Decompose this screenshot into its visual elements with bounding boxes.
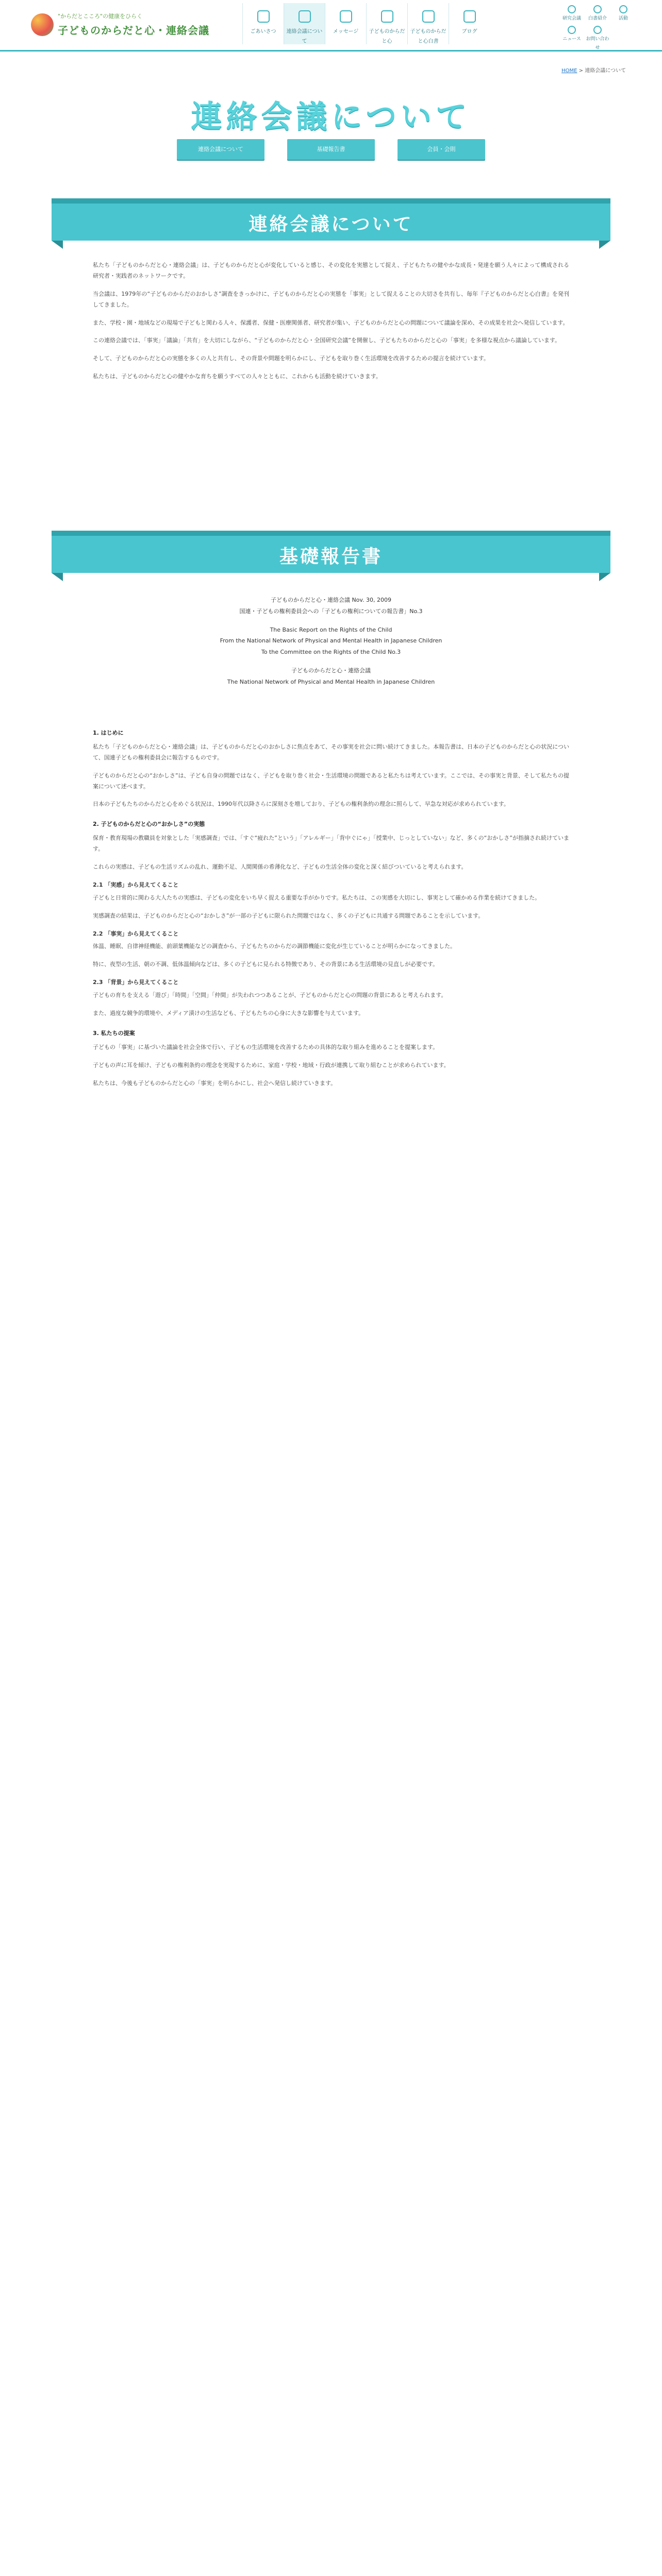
section-banner-about: 連絡会議について [52, 198, 610, 241]
about-content [93, 260, 569, 389]
mail-icon [593, 26, 602, 34]
report-paragraph: 子どもと日常的に関わる大人たちの実感は、子どもの変化をいち早く捉える重要な手がかりです。私たちは、この実感を大切にし、事実として確かめる作業を続けてきました。 [93, 894, 541, 901]
message-icon [340, 10, 352, 23]
utility-nav [559, 4, 641, 51]
report-paragraph: 私たちは、今後も子どものからだと心の「事実」を明らかにし、社会へ発信し続けていきます。 [93, 1079, 337, 1087]
report-paragraph: これらの実感は、子どもの生活リズムの乱れ、運動不足、人間関係の希薄化など、子どもの生活全体の変化と深く結びついていると考えられます。 [93, 863, 467, 871]
report-paragraph: また、過度な競争的環境や、メディア漬けの生活なども、子どもたちの心身に大きな影響を与えています。 [93, 1010, 365, 1017]
report-paragraph: 日本の子どもたちのからだと心をめぐる状況は、1990年代以降さらに深刻さを増しており、子どもの権利条約の理念に照らして、早急な対応が求められています。 [93, 801, 509, 808]
activity-icon [619, 5, 627, 13]
report-meta-line: 国連・子どもの権利委員会への「子どもの権利についての報告書」No.3 [239, 607, 423, 615]
report-subheading: 2.1 「実感」から見えてくること [93, 881, 179, 888]
util-label: 白書紹介 [588, 16, 607, 21]
report-paragraph: 私たち「子どものからだと心・連絡会議」は、子どものからだと心のおかしさに焦点をあて、その事実を社会に問い続けてきました。本報告書は、日本の子どものからだと心の状況について、国連子どもの権利委員会に報告するものです。 [93, 743, 569, 761]
nav-item-greeting[interactable] [242, 3, 284, 44]
news-icon [568, 26, 576, 34]
util-label: ニュース [562, 37, 581, 42]
about-paragraph: 私たちは、子どものからだと心の健やかな育ちを願うすべての人々とともに、これからも活動を続けていきます。 [93, 373, 382, 380]
nav-label: 連絡会議について [286, 29, 323, 44]
nav-label: ごあいさつ [250, 29, 276, 35]
report-paragraph: 実感調査の結果は、子どものからだと心の“おかしさ”が一部の子どもに限られた問題ではなく、多くの子どもに共通する問題であることを示しています。 [93, 912, 484, 919]
report-subheading: 2.2 「事実」から見えてくること [93, 930, 179, 937]
about-paragraph: 私たち「子どものからだと心・連絡会議」は、子どものからだと心が変化していると感じ、その変化を実態として捉え、子どもたちの健やかな成長・発達を願う人々によって構成される研究者・実践者のネットワークです。 [93, 262, 569, 279]
sub-nav [0, 139, 662, 160]
nav-label: 子どものからだと心白書 [410, 29, 446, 44]
breadcrumb-separator: > [577, 68, 585, 74]
meta-spacer [93, 618, 569, 624]
util-research[interactable] [559, 4, 585, 25]
about-paragraph: また、学校・園・地域などの現場で子どもと関わる人々、保護者、保健・医療関係者、研究者が集い、子どものからだと心の問題について議論を深め、その成果を社会へ発信しています。 [93, 319, 569, 326]
subnav-members-button[interactable]: 会員・会則 [398, 139, 485, 160]
subnav-about-button[interactable]: 連絡会議について [177, 139, 264, 160]
book-icon [422, 10, 435, 23]
report-meta-line: 子どものからだと心・連絡会議 Nov. 30, 2009 [270, 597, 392, 603]
logo-title: 子どものからだと心・連絡会議 [58, 24, 209, 37]
main-nav [242, 3, 490, 44]
nav-label: メッセージ [333, 29, 359, 35]
nav-item-blog[interactable] [449, 3, 490, 44]
nav-item-message[interactable] [325, 3, 366, 44]
meta-spacer [93, 658, 569, 665]
report-meta-line: From the National Network of Physical and Mental Health in Japanese Children [220, 637, 442, 645]
logo-tagline: "からだとこころ"の健康をひらく [58, 13, 143, 20]
report-paragraph: 子どもの育ちを支える「遊び」「時間」「空間」「仲間」が失われつつあることが、子どものからだと心の問題の背景にあると考えられます。 [93, 992, 447, 999]
report-meta-line: The National Network of Physical and Mental Health in Japanese Children [227, 678, 435, 685]
site-logo[interactable] [31, 11, 209, 42]
report-meta [93, 595, 569, 688]
site-header [0, 0, 662, 52]
breadcrumb-home[interactable]: HOME [561, 68, 577, 74]
report-meta-line: To the Committee on the Rights of the Child No.3 [261, 649, 401, 656]
nav-item-body-mind[interactable] [366, 3, 407, 44]
whitepaper-icon [593, 5, 602, 13]
report-content [93, 719, 569, 1096]
about-paragraph: 当会議は、1979年の“子どものからだのおかしさ”調査をきっかけに、子どものからだと心の実態を「事実」として捉えることの大切さを共有し、毎年『子どものからだと心白書』を発刊してきました。 [93, 290, 569, 308]
about-paragraph: そして、子どものからだと心の実態を多くの人と共有し、その背景や問題を明らかにし、子どもを取り巻く生活環境を改善するための提言を続けています。 [93, 355, 489, 362]
report-subheading: 2.3 「背景」から見えてくること [93, 979, 179, 986]
report-heading: 2. 子どものからだと心の“おかしさ”の実態 [93, 821, 205, 828]
util-label: 活動 [618, 16, 628, 21]
report-paragraph: 体温、睡眠、自律神経機能、前頭葉機能などの調査から、子どもたちのからだの調節機能に変化が生じていることが明らかになってきました。 [93, 943, 456, 950]
report-paragraph: 子どもの声に耳を傾け、子どもの権利条約の理念を実現するために、家庭・学校・地域・行政が連携して取り組むことが求められています。 [93, 1061, 450, 1069]
report-heading: 3. 私たちの提案 [93, 1029, 135, 1037]
report-meta-line: 子どものからだと心・連絡会議 [291, 667, 371, 674]
util-activity[interactable] [610, 4, 636, 25]
report-paragraph: 子どもの「事実」に基づいた議論を社会全体で行い、子どもの生活環境を改善するための具体的な取り組みを進めることを提案します。 [93, 1043, 439, 1050]
body-mind-icon [381, 10, 393, 23]
page-title: 連絡会議について [191, 99, 471, 135]
section-banner-report: 基礎報告書 [52, 531, 610, 573]
nav-label: 子どものからだと心 [369, 29, 405, 44]
util-news[interactable] [559, 25, 585, 45]
report-paragraph: 保育・教育現場の教職員を対象とした「実感調査」では、「すぐ“疲れた”という」「アレルギー」「背中ぐにゃ」「授業中、じっとしていない」など、多くの“おかしさ”が指摘され続けています。 [93, 835, 569, 853]
breadcrumb [561, 66, 626, 76]
subnav-report-button[interactable]: 基礎報告書 [287, 139, 375, 160]
util-whitepaper[interactable] [585, 4, 610, 25]
report-paragraph: 特に、夜型の生活、朝の不調、低体温傾向などは、多くの子どもに見られる特徴であり、その背景にある生活環境の見直しが必要です。 [93, 961, 439, 968]
breadcrumb-current: 連絡会議について [585, 68, 626, 74]
greeting-icon [257, 10, 270, 23]
util-label: 研究会議 [562, 16, 581, 21]
nav-item-about[interactable] [284, 3, 325, 44]
util-contact[interactable] [585, 25, 610, 51]
logo-mark-icon [31, 13, 54, 36]
report-paragraph: 子どものからだと心の“おかしさ”は、子ども自身の問題ではなく、子どもを取り巻く社会・生活環境の問題であると私たちは考えています。ここでは、その事実と背景、そして私たちの提案について述べます。 [93, 772, 569, 790]
nav-label: ブログ [461, 29, 477, 35]
blog-icon [464, 10, 476, 23]
util-label: お問い合わせ [586, 37, 609, 51]
report-meta-line: The Basic Report on the Rights of the Child [270, 626, 392, 633]
about-icon [299, 10, 311, 23]
research-icon [568, 5, 576, 13]
nav-item-whitepaper[interactable] [407, 3, 449, 44]
about-paragraph: この連絡会議では、「事実」「議論」「共有」を大切にしながら、“子どものからだと心・全国研究会議”を開催し、子どもたちのからだと心の「事実」を多様な視点から議論しています。 [93, 337, 561, 344]
report-heading: 1. はじめに [93, 730, 124, 736]
